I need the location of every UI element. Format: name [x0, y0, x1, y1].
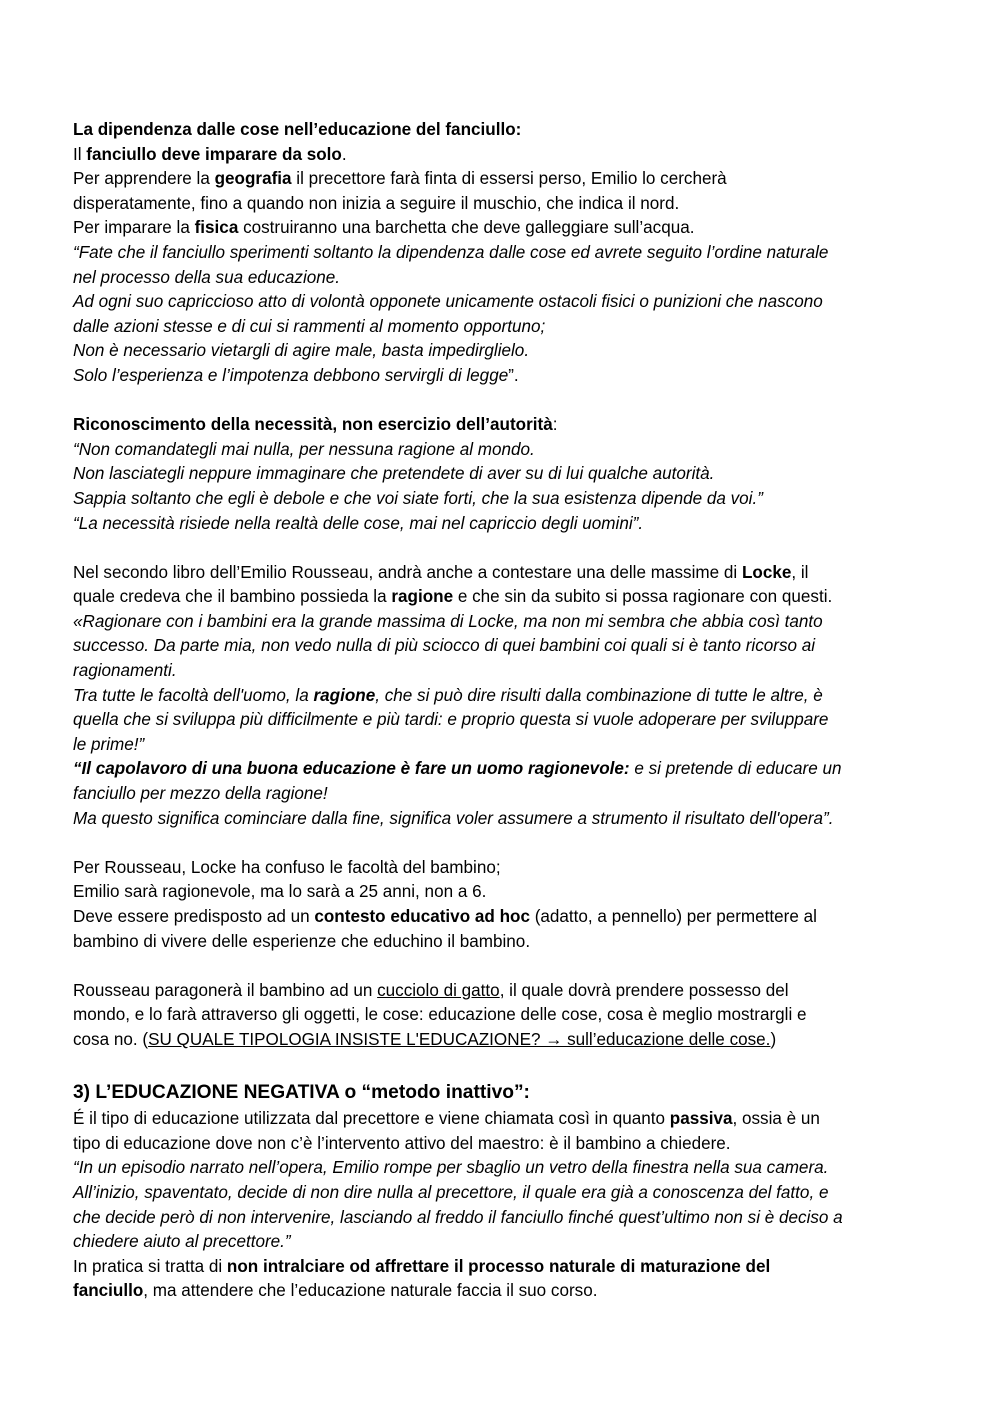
document-page: [73, 118, 923, 1304]
quote-line: dalle azioni stesse e di cui si rammenti al momento opportuno;: [73, 316, 546, 336]
paragraph-line: Per apprendere la geografia il precettore farà finta di essersi perso, Emilio lo cercherà: [73, 169, 727, 189]
quote-line: le prime!”: [73, 734, 145, 754]
quote-line: Ad ogni suo capriccioso atto di volontà opponete unicamente ostacoli fisici o punizioni che nascono: [73, 292, 823, 312]
quote-line: Sappia soltanto che egli è debole e che voi siate forti, che la sua esistenza dipende da voi.”: [73, 488, 763, 508]
paragraph-line: cosa no. (SU QUALE TIPOLOGIA INSISTE L'EDUCAZIONE? → sull’educazione delle cose.): [73, 1029, 777, 1049]
paragraph-gap: [73, 1053, 923, 1078]
quote-line: All’inizio, spaventato, decide di non dire nulla al precettore, il quale era già a conoscenza del fatto, e: [73, 1182, 829, 1202]
paragraph-line: fanciullo, ma attendere che l’educazione naturale faccia il suo corso.: [73, 1281, 598, 1301]
quote-line: Ma questo significa cominciare dalla fine, significa voler assumere a strumento il risultato dell'opera”.: [73, 808, 834, 828]
paragraph-gap: [73, 536, 923, 561]
quote-line: Non lasciategli neppure immaginare che pretendete di aver su di lui qualche autorità.: [73, 464, 715, 484]
paragraph-line: disperatamente, fino a quando non inizia a seguire il muschio, che indica il nord.: [73, 193, 680, 213]
quote-line: “Fate che il fanciullo sperimenti soltanto la dipendenza dalle cose ed avrete seguito l’ordine naturale: [73, 242, 829, 262]
paragraph-gap: [73, 954, 923, 979]
quote-line: «Ragionare con i bambini era la grande massima di Locke, ma non mi sembra che abbia così tanto: [73, 611, 823, 631]
quote-line: quella che si sviluppa più difficilmente e più tardi: e proprio questa si vuole adoperare per sviluppare: [73, 710, 829, 730]
paragraph-line: É il tipo di educazione utilizzata dal precettore e viene chiamata così in quanto passiva, ossia è un: [73, 1109, 820, 1129]
paragraph-line: mondo, e lo farà attraverso gli oggetti, le cose: educazione delle cose, cosa è meglio mostrargli e: [73, 1005, 807, 1025]
paragraph-line: Rousseau paragonerà il bambino ad un cucciolo di gatto, il quale dovrà prendere possesso del: [73, 980, 789, 1000]
quote-line: Solo l’esperienza e l’impotenza debbono servirgli di legge”.: [73, 365, 519, 385]
paragraph-gap: [73, 389, 923, 414]
quote-line: “Il capolavoro di una buona educazione è fare un uomo ragionevole: e si pretende di educare un: [73, 759, 842, 779]
paragraph-line: Emilio sarà ragionevole, ma lo sarà a 25 anni, non a 6.: [73, 882, 487, 902]
paragraph-line: In pratica si tratta di non intralciare od affrettare il processo naturale di maturazione del: [73, 1256, 771, 1276]
quote-line: “In un episodio narrato nell’opera, Emilio rompe per sbaglio un vetro della finestra nella sua camera.: [73, 1158, 829, 1178]
quote-line: Non è necessario vietargli di agire male, basta impedirglielo.: [73, 341, 530, 361]
quote-line: “Non comandategli mai nulla, per nessuna ragione al mondo.: [73, 439, 535, 459]
paragraph-line: Per Rousseau, Locke ha confuso le facoltà del bambino;: [73, 857, 501, 877]
paragraph-line: tipo di educazione dove non c’è l’intervento attivo del maestro: è il bambino a chiedere.: [73, 1133, 731, 1153]
quote-line: che decide però di non intervenire, lasciando al freddo il fanciullo finché quest’ultimo non si è deciso a: [73, 1207, 843, 1227]
underlined-text: SU QUALE TIPOLOGIA INSISTE L'EDUCAZIONE? → sull’educazione delle cose.: [148, 1029, 771, 1049]
paragraph-line: Il fanciullo deve imparare da solo.: [73, 144, 347, 164]
quote-line: Tra tutte le facoltà dell'uomo, la ragione, che si può dire risulti dalla combinazione di tutte le altre, è: [73, 685, 823, 705]
paragraph-line: bambino di vivere delle esperienze che educhino il bambino.: [73, 931, 531, 951]
paragraph-line: quale credeva che il bambino possieda la ragione e che sin da subito si possa ragionare con questi.: [73, 587, 833, 607]
section-heading: Riconoscimento della necessità, non esercizio dell’autorità:: [73, 415, 558, 435]
paragraph-line: Deve essere predisposto ad un contesto educativo ad hoc (adatto, a pennello) per permettere al: [73, 907, 817, 926]
quote-line: ragionamenti.: [73, 661, 177, 681]
section-heading: 3) L’EDUCAZIONE NEGATIVA o “metodo inattivo”:: [73, 1082, 530, 1104]
quote-line: nel processo della sua educazione.: [73, 267, 341, 287]
paragraph-line: Per imparare la fisica costruiranno una barchetta che deve galleggiare sull’acqua.: [73, 218, 695, 238]
quote-line: “La necessità risiede nella realtà delle cose, mai nel capriccio degli uomini”.: [73, 513, 644, 533]
quote-line: fanciullo per mezzo della ragione!: [73, 784, 328, 804]
underlined-text: cucciolo di gatto: [377, 980, 500, 1000]
quote-line: chiedere aiuto al precettore.”: [73, 1232, 291, 1252]
paragraph-gap: [73, 831, 923, 856]
section-heading: La dipendenza dalle cose nell’educazione del fanciullo:: [73, 120, 522, 139]
quote-line: successo. Da parte mia, non vedo nulla di più sciocco di quei bambini coi quali si è tanto ricorso ai: [73, 636, 816, 656]
paragraph-line: Nel secondo libro dell’Emilio Rousseau, andrà anche a contestare una delle massime di Locke, il: [73, 562, 809, 582]
